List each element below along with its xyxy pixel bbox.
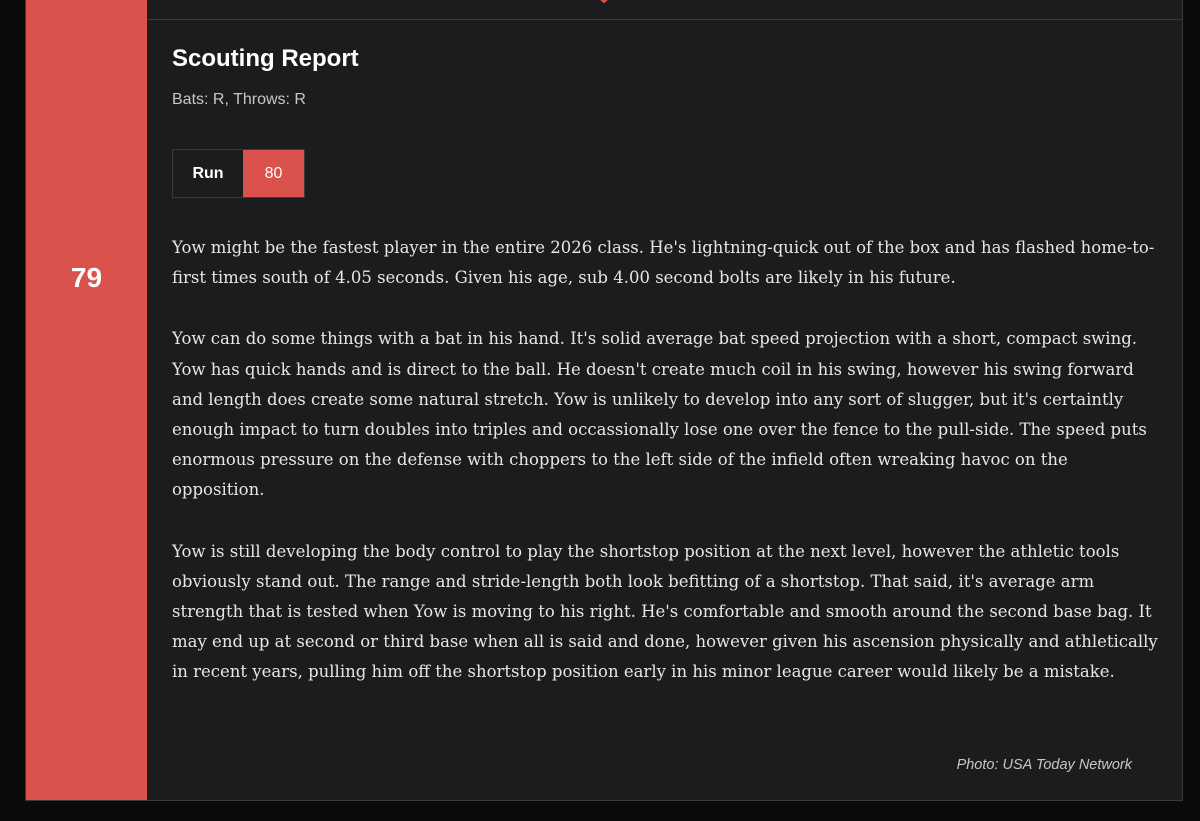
photo-credit: Photo: USA Today Network xyxy=(956,757,1132,773)
rank-number: 79 xyxy=(70,262,103,293)
tool-grade-chip xyxy=(172,149,305,198)
bats-throws: Bats: R, Throws: R xyxy=(172,91,306,108)
scouting-card xyxy=(25,0,1183,801)
report-paragraph-speed: Yow might be the fastest player in the entire 2026 class. He's lightning-quick out of the box and has flashed home-to-first times south of 4.05 seconds. Given his age, sub 4.00 second bolts are likely in his future. xyxy=(172,238,1155,288)
close-icon[interactable] xyxy=(591,0,617,7)
report-paragraph-hitting: Yow can do some things with a bat in his hand. It's solid average bat speed projection with a short, compact swing. Yow has quick hands and is direct to the ball. He doesn't create much coil in his swing, however his swing forward and length does create some natural stretch. Yow is unlikely to develop into any sort of slugger, but it's certaintly enough impact to turn doubles into triples and occassionally lose one over the fence to the pull-side. The speed puts enormous pressure on the defense with choppers to the left side of the infield often wreaking havoc on the opposition. xyxy=(172,329,1147,500)
rank-bar xyxy=(26,0,147,800)
report-title: Scouting Report xyxy=(172,45,359,72)
tool-grade-value: 80 xyxy=(243,150,304,197)
header-divider xyxy=(147,19,1182,20)
tool-grade-label: Run xyxy=(173,150,243,197)
report-paragraph-defense: Yow is still developing the body control to play the shortstop position at the next level, however the athletic tools obviously stand out. The range and stride-length both look befitting of a shortstop. That said, it's average arm strength that is tested when Yow is moving to his right. He's comfortable and smooth around the second base bag. It may end up at second or third base when all is said and done, however given his ascension physically and athletically in recent years, pulling him off the shortstop position early in his minor league career would likely be a mistake. xyxy=(172,541,1158,682)
report-body xyxy=(172,233,1162,719)
